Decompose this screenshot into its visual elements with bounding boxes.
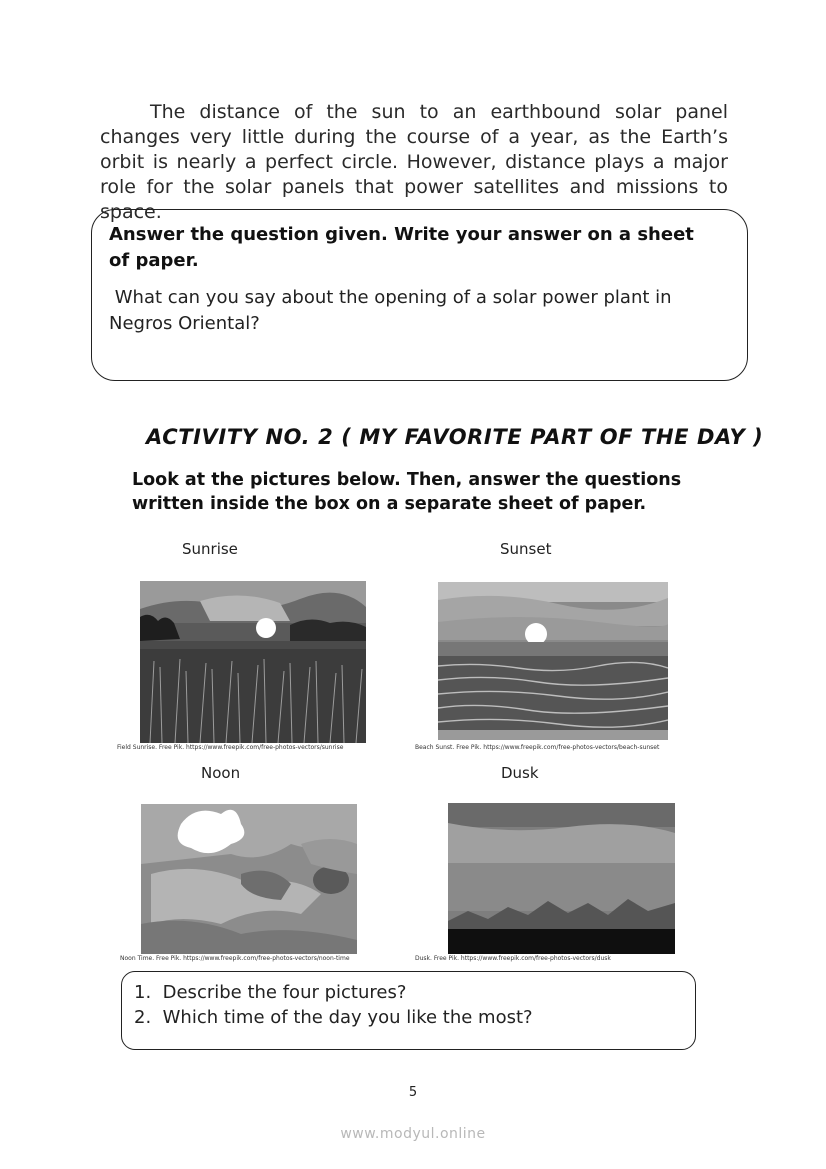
noon-label: Noon xyxy=(201,764,241,782)
watermark: www.modyul.online xyxy=(340,1126,486,1142)
sunrise-image xyxy=(140,581,366,743)
dusk-label: Dusk xyxy=(501,764,539,782)
sunset-image xyxy=(438,582,668,740)
sunset-label: Sunset xyxy=(500,540,552,558)
question-item: 1. Describe the four pictures? xyxy=(134,982,407,1003)
activity-title: ACTIVITY NO. 2 ( MY FAVORITE PART OF THE DAY ) xyxy=(146,425,764,449)
sunrise-credit: Field Sunrise. Free Pik. https://www.freepik.com/free-photos-vectors/sunrise xyxy=(117,744,344,751)
sunset-credit: Beach Sunst. Free Pik. https://www.freepik.com/free-photos-vectors/beach-sunset xyxy=(415,744,660,751)
dusk-image xyxy=(448,803,675,954)
noon-image xyxy=(141,804,357,954)
activity-instruction: Look at the pictures below. Then, answer the questions written inside the box on a separate sheet of paper. xyxy=(132,470,682,514)
intro-paragraph: The distance of the sun to an earthbound solar panel changes very little during the course of a year, as the Earth’s orbit is nearly a perfect circle. However, distance plays a major role for the solar panels that power satellites and missions to space. xyxy=(100,101,728,223)
question-item: 2. Which time of the day you like the most? xyxy=(134,1007,533,1028)
question-box-question: What can you say about the opening of a solar power plant in Negros Oriental? xyxy=(109,287,672,334)
page-number: 5 xyxy=(408,1085,418,1100)
sunrise-label: Sunrise xyxy=(182,540,238,558)
question-box-instruction: Answer the question given. Write your answer on a sheet of paper. xyxy=(109,224,694,271)
questions-list xyxy=(134,980,533,1030)
dusk-credit: Dusk. Free Pik. https://www.freepik.com/free-photos-vectors/dusk xyxy=(415,955,611,962)
noon-credit: Noon Time. Free Pik. https://www.freepik.com/free-photos-vectors/noon-time xyxy=(120,955,350,962)
